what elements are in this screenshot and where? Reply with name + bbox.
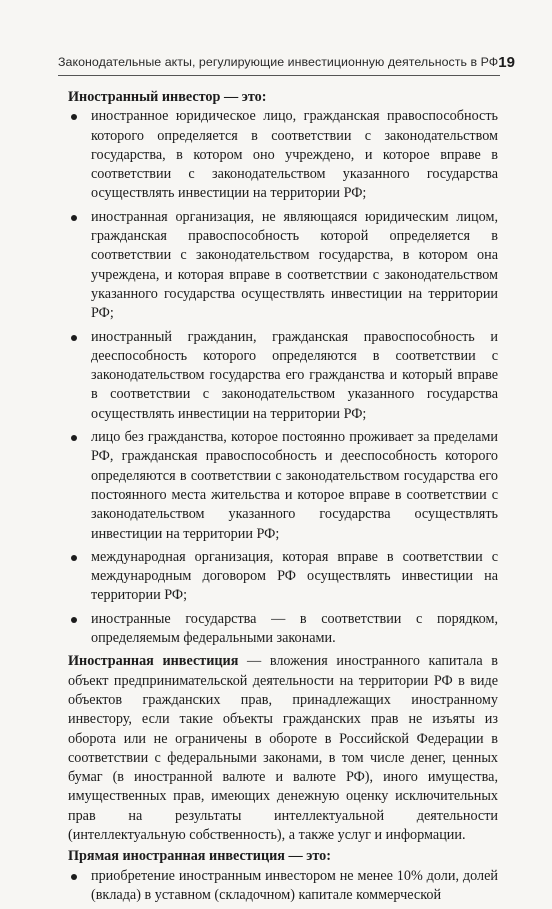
definition-paragraph xyxy=(68,652,498,845)
bullet-icon xyxy=(71,555,77,561)
bullet-icon xyxy=(71,617,77,623)
list-item: иностранная организация, не являющаяся юридическим лицом, гражданская правоспособность которой определяется в соответствии с законодательством государства, в котором она учреждена, и которая вправе в соответствии с законодательством указанного государства осуществлять инвестиции на территории РФ; xyxy=(68,208,498,324)
definition-term: Иностранная инвестиция xyxy=(68,653,239,670)
bullet-icon xyxy=(71,215,77,221)
running-header xyxy=(58,50,515,74)
page-number: 19 xyxy=(498,53,515,71)
list-item: иностранный гражданин, гражданская правоспособность и дееспособность которого определяются в соответствии с законодательством государства его гражданства и который вправе в соответствии с законодательством указанного государства осуществлять инвестиции на территории РФ; xyxy=(68,328,498,424)
bullet-icon xyxy=(71,335,77,341)
list-item: лицо без гражданства, которое постоянно проживает за пределами РФ, гражданская правоспособность и дееспособность которого определяются в соответствии с законодательством государства его постоянного места жительства и которое вправе в соответствии с законодательством указанного государства осуществлять инвестиции на территории РФ; xyxy=(68,428,498,544)
list-item: иностранные государства — в соответствии с порядком, определяемым федеральными законами. xyxy=(68,610,498,649)
list-item: иностранное юридическое лицо, гражданская правоспособность которого определяется в соответствии с законодательством государства, в котором оно учреждено, и которое вправе в соответствии с законодательством указанного государства осуществлять инвестиции на территории РФ; xyxy=(68,107,498,203)
bullet-icon xyxy=(71,874,77,880)
bullet-icon xyxy=(71,114,77,120)
running-title: Законодательные акты, регулирующие инвестиционную деятельность в РФ xyxy=(58,55,499,69)
section-heading-direct-investment: Прямая иностранная инвестиция — это: xyxy=(68,848,331,865)
list-item: международная организация, которая вправе в соответствии с международным договором РФ осуществлять инвестиции на территории РФ; xyxy=(68,548,498,606)
page-body xyxy=(68,88,498,909)
header-divider xyxy=(58,75,500,76)
bullet-icon xyxy=(71,435,77,441)
section-heading-foreign-investor: Иностранный инвестор — это: xyxy=(68,89,267,105)
list-item: приобретение иностранным инвестором не менее 10% доли, долей (вклада) в уставном (складочном) капитале коммерческой xyxy=(68,867,498,906)
definition-text: — вложения иностранного капитала в объект предпринимательской деятельности на территории РФ в виде объектов гражданских прав, принадлежащих иностранному инвестору, если такие объекты гражданских прав не изъяты из оборота или не ограничены в обороте в Российской Федерации в соответствии с федеральными законами, в том числе денег, ценных бумаг (в иностранной валюте и валюте РФ), иного имущества, имущественных прав, имеющих денежную оценку исключительных прав на результаты интеллектуальной деятельности (интеллектуальную собственность), а также услуг и информации. xyxy=(68,653,498,843)
